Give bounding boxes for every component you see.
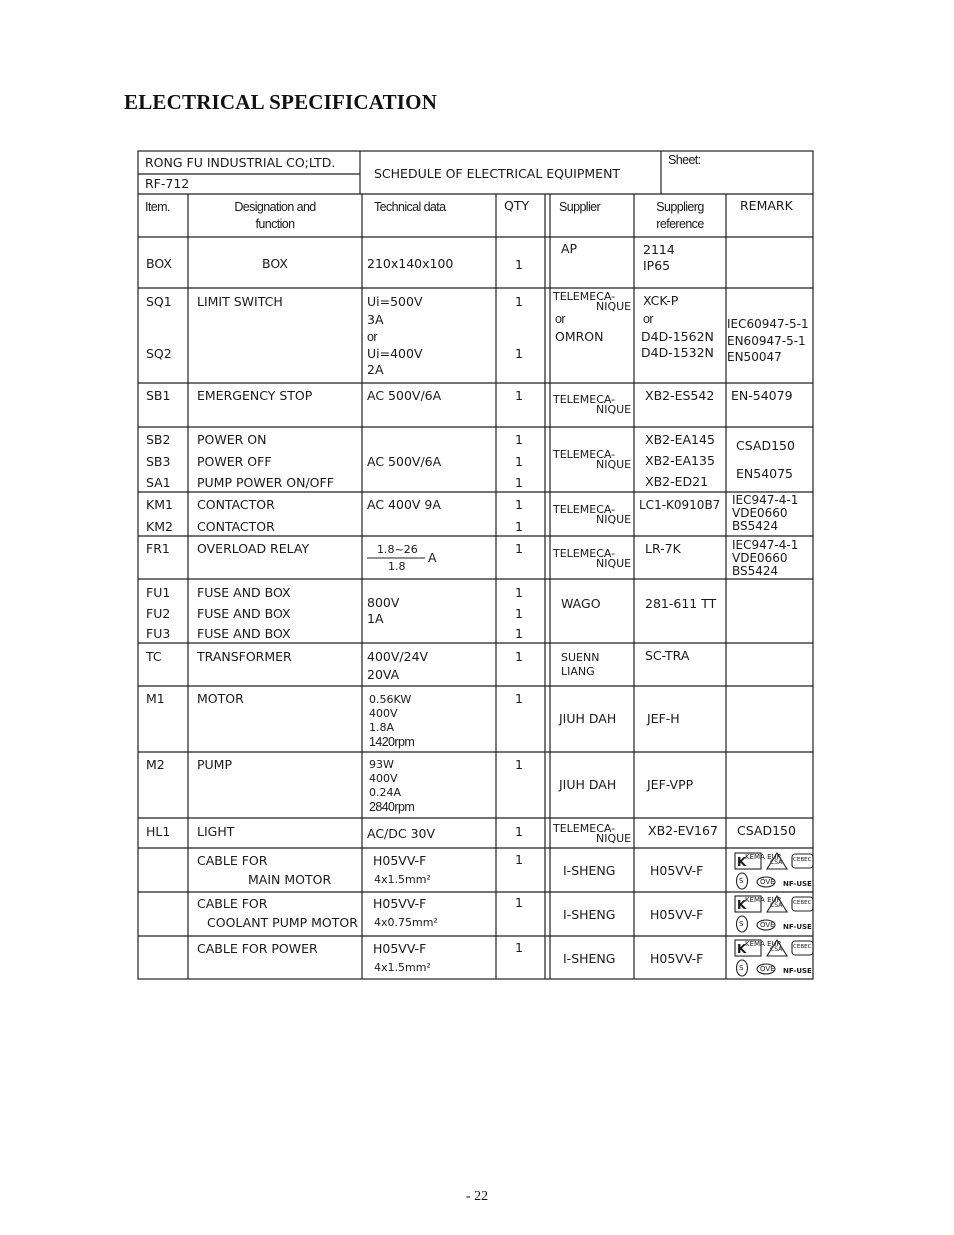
estop-remark: EN-54079 <box>731 388 793 403</box>
power-remark-2: EN54075 <box>736 466 794 481</box>
light-item: HL1 <box>146 824 171 839</box>
col-technical: Technical data <box>374 200 446 214</box>
box-designation: BOX <box>262 256 288 271</box>
power-qty-3: 1 <box>515 475 523 490</box>
power-designation-2: POWER OFF <box>197 454 272 469</box>
cable2-qty: 1 <box>515 895 523 910</box>
power-item-2: SB3 <box>146 454 171 469</box>
pump-supplier: JIUH DAH <box>559 777 617 792</box>
motor-tech-3: 1.8A <box>369 721 395 734</box>
pump-qty: 1 <box>515 757 523 772</box>
csa-mark: CSA <box>770 859 783 866</box>
cable2-supplier: I-SHENG <box>563 907 616 922</box>
motor-qty: 1 <box>515 691 523 706</box>
kema-mark: K <box>737 855 747 869</box>
contactor-qty-1: 1 <box>515 497 523 512</box>
col-supplier: Supplier <box>559 200 601 214</box>
contactor-supplier-2: NIQUE <box>596 513 632 526</box>
power-ref-2: XB2-EA135 <box>645 453 715 468</box>
page-number: - 22 <box>465 1189 489 1204</box>
fuse-designation-3: FUSE AND BOX <box>197 626 291 641</box>
ove-mark: ÖVE <box>760 921 775 929</box>
fuse-ref: 281-611 TT <box>645 596 717 611</box>
cable2-designation-2: COOLANT PUMP MOTOR <box>207 915 358 930</box>
kema-eur-mark: KEMA EUR <box>745 940 782 948</box>
power-qty-2: 1 <box>515 454 523 469</box>
power-tech: AC 500V/6A <box>367 454 442 469</box>
s-mark: S <box>739 920 744 928</box>
transformer-item: TC <box>146 649 162 664</box>
limit-tech-2: 3A <box>367 312 384 327</box>
power-item-1: SB2 <box>146 432 171 447</box>
cable1-supplier: I-SHENG <box>563 863 616 878</box>
motor-supplier: JIUH DAH <box>559 711 617 726</box>
transformer-designation: TRANSFORMER <box>197 649 292 664</box>
transformer-qty: 1 <box>515 649 523 664</box>
estop-designation: EMERGENCY STOP <box>197 388 313 403</box>
motor-item: M1 <box>146 691 165 706</box>
col-remark: REMARK <box>740 198 793 213</box>
light-qty: 1 <box>515 824 523 839</box>
limit-tech-3: or <box>367 330 377 344</box>
light-supplier-1: TELEMECA- <box>553 822 616 835</box>
overload-designation: OVERLOAD RELAY <box>197 541 310 556</box>
limit-ref-1: XCK-P <box>643 293 679 308</box>
cable2-tech-2: 4x0.75mm² <box>374 916 438 929</box>
limit-ref-2: or <box>643 312 653 326</box>
cable3-cert-logos <box>734 938 818 978</box>
pump-tech-4: 2840rpm <box>369 800 415 814</box>
fuse-designation-1: FUSE AND BOX <box>197 585 291 600</box>
overload-item: FR1 <box>146 541 170 556</box>
light-ref: XB2-EV167 <box>648 823 718 838</box>
limit-designation: LIMIT SWITCH <box>197 294 283 309</box>
estop-item: SB1 <box>146 388 171 403</box>
limit-supplier-2: NIQUE <box>596 300 632 313</box>
schedule-title: SCHEDULE OF ELECTRICAL EQUIPMENT <box>374 166 621 181</box>
kema-eur-mark: KEMA EUR <box>745 853 782 861</box>
col-item: Item. <box>145 200 170 214</box>
cable3-designation: CABLE FOR POWER <box>197 941 318 956</box>
overload-remark-2: VDE0660 <box>732 551 788 565</box>
power-item-3: SA1 <box>146 475 171 490</box>
model-number: RF-712 <box>145 176 190 191</box>
company-name: RONG FU INDUSTRIAL CO;LTD. <box>145 155 336 170</box>
box-qty: 1 <box>515 257 523 272</box>
limit-tech-5: 2A <box>367 362 384 377</box>
power-ref-1: XB2-EA145 <box>645 432 715 447</box>
power-supplier-1: TELEMECA- <box>553 448 616 461</box>
col-designation-2: function <box>255 217 295 231</box>
cable3-supplier: I-SHENG <box>563 951 616 966</box>
fuse-qty-3: 1 <box>515 626 523 641</box>
contactor-remark-2: VDE0660 <box>732 506 788 520</box>
limit-tech-4: Ui=400V <box>367 346 423 361</box>
estop-ref: XB2-ES542 <box>645 388 715 403</box>
contactor-item-1: KM1 <box>146 497 173 512</box>
sheet-label: Sheet: <box>668 153 701 167</box>
cable2-cert-logos <box>734 894 818 934</box>
cebec-mark: CEBEC <box>793 857 812 863</box>
limit-qty-1: 1 <box>515 294 523 309</box>
limit-ref-4: D4D-1532N <box>641 345 714 360</box>
box-ref-1: 2114 <box>643 242 675 257</box>
transformer-tech-1: 400V/24V <box>367 649 429 664</box>
overload-tech-unit: A <box>428 550 437 565</box>
motor-tech-2: 400V <box>369 707 398 720</box>
pump-ref: JEF-VPP <box>647 777 694 792</box>
contactor-remark-1: IEC947-4-1 <box>732 493 799 507</box>
motor-ref: JEF-H <box>647 711 680 726</box>
limit-item-2: SQ2 <box>146 346 172 361</box>
transformer-supplier-2: LIANG <box>561 665 595 678</box>
limit-remark-2: EN60947-5-1 <box>727 334 806 348</box>
col-supplier-ref: Supplierg <box>656 200 704 214</box>
overload-tech-numerator: 1.8~26 <box>377 543 418 556</box>
cable1-designation-1: CABLE FOR <box>197 853 268 868</box>
motor-tech-4: 1420rpm <box>369 735 415 749</box>
limit-supplier-4: OMRON <box>555 329 604 344</box>
estop-tech: AC 500V/6A <box>367 388 442 403</box>
motor-tech-1: 0.56KW <box>369 693 412 706</box>
s-mark: S <box>739 964 744 972</box>
overload-qty: 1 <box>515 541 523 556</box>
cebec-mark: CEBEC <box>793 944 812 950</box>
pump-tech-3: 0.24A <box>369 786 402 799</box>
power-qty-1: 1 <box>515 432 523 447</box>
contactor-tech: AC 400V 9A <box>367 497 441 512</box>
cable2-designation-1: CABLE FOR <box>197 896 268 911</box>
limit-supplier-1: TELEMECA- <box>553 290 616 303</box>
fuse-designation-2: FUSE AND BOX <box>197 606 291 621</box>
power-supplier-2: NIQUE <box>596 458 632 471</box>
cable1-qty: 1 <box>515 852 523 867</box>
contactor-designation-1: CONTACTOR <box>197 497 275 512</box>
pump-item: M2 <box>146 757 165 772</box>
contactor-supplier-1: TELEMECA- <box>553 503 616 516</box>
transformer-ref: SC-TRA <box>645 648 690 663</box>
nf-use-mark: NF-USE <box>783 967 812 975</box>
overload-supplier-1: TELEMECA- <box>553 547 616 560</box>
limit-ref-3: D4D-1562N <box>641 329 714 344</box>
power-ref-3: XB2-ED21 <box>645 474 709 489</box>
power-designation-1: POWER ON <box>197 432 267 447</box>
box-item: BOX <box>146 256 172 271</box>
fuse-tech-2: 1A <box>367 611 384 626</box>
csa-mark: CSA <box>770 946 783 953</box>
fuse-supplier: WAGO <box>561 596 601 611</box>
ove-mark: ÖVE <box>760 965 775 973</box>
kema-mark: K <box>737 942 747 956</box>
cable2-tech-1: H05VV-F <box>373 896 427 911</box>
limit-tech-1: Ui=500V <box>367 294 423 309</box>
fuse-qty-1: 1 <box>515 585 523 600</box>
estop-supplier-1: TELEMECA- <box>553 393 616 406</box>
pump-tech-1: 93W <box>369 758 394 771</box>
cable3-ref: H05VV-F <box>650 951 704 966</box>
limit-remark-1: IEC60947-5-1 <box>727 317 809 331</box>
ove-mark: ÖVE <box>760 878 775 886</box>
box-supplier: AP <box>561 241 578 256</box>
cable1-designation-2: MAIN MOTOR <box>248 872 332 887</box>
page-title: ELECTRICAL SPECIFICATION <box>124 90 438 114</box>
fuse-tech-1: 800V <box>367 595 400 610</box>
power-remark-1: CSAD150 <box>736 438 795 453</box>
col-supplier-ref-2: reference <box>656 217 704 231</box>
motor-designation: MOTOR <box>197 691 244 706</box>
transformer-tech-2: 20VA <box>367 667 400 682</box>
box-tech: 210x140x100 <box>367 256 454 271</box>
fuse-item-2: FU2 <box>146 606 171 621</box>
cable3-qty: 1 <box>515 940 523 955</box>
light-supplier-2: NIQUE <box>596 832 632 845</box>
power-designation-3: PUMP POWER ON/OFF <box>197 475 334 490</box>
pump-designation: PUMP <box>197 757 233 772</box>
col-designation: Designation and <box>234 200 316 214</box>
contactor-designation-2: CONTACTOR <box>197 519 275 534</box>
fuse-item-3: FU3 <box>146 626 171 641</box>
csa-mark: CSA <box>770 902 783 909</box>
contactor-item-2: KM2 <box>146 519 173 534</box>
cable1-ref: H05VV-F <box>650 863 704 878</box>
overload-remark-1: IEC947-4-1 <box>732 538 799 552</box>
fuse-qty-2: 1 <box>515 606 523 621</box>
cebec-mark: CEBEC <box>793 900 812 906</box>
cable2-ref: H05VV-F <box>650 907 704 922</box>
overload-ref: LR-7K <box>645 541 681 556</box>
nf-use-mark: NF-USE <box>783 923 812 931</box>
nf-use-mark: NF-USE <box>783 880 812 888</box>
light-remark: CSAD150 <box>737 823 796 838</box>
estop-supplier-2: NIQUE <box>596 403 632 416</box>
pump-tech-2: 400V <box>369 772 398 785</box>
contactor-ref: LC1-K0910B7 <box>639 498 721 512</box>
contactor-qty-2: 1 <box>515 519 523 534</box>
overload-remark-3: BS5424 <box>732 564 779 578</box>
transformer-supplier-1: SUENN <box>561 651 600 664</box>
contactor-remark-3: BS5424 <box>732 519 779 533</box>
cable3-tech-1: H05VV-F <box>373 941 427 956</box>
limit-qty-2: 1 <box>515 346 523 361</box>
fuse-item-1: FU1 <box>146 585 171 600</box>
s-mark: S <box>739 877 744 885</box>
overload-supplier-2: NIQUE <box>596 557 632 570</box>
cable1-tech-2: 4x1.5mm² <box>374 873 431 886</box>
limit-item-1: SQ1 <box>146 294 172 309</box>
kema-mark: K <box>737 898 747 912</box>
light-designation: LIGHT <box>197 824 235 839</box>
box-ref-2: IP65 <box>643 258 671 273</box>
light-tech: AC/DC 30V <box>367 826 436 841</box>
limit-remark-3: EN50047 <box>727 350 782 364</box>
cable3-tech-2: 4x1.5mm² <box>374 961 431 974</box>
overload-tech-denominator: 1.8 <box>388 560 406 573</box>
cable1-cert-logos <box>734 851 818 891</box>
limit-supplier-3: or <box>555 312 565 326</box>
kema-eur-mark: KEMA EUR <box>745 896 782 904</box>
cable1-tech-1: H05VV-F <box>373 853 427 868</box>
col-qty: QTY <box>504 198 530 213</box>
estop-qty: 1 <box>515 388 523 403</box>
